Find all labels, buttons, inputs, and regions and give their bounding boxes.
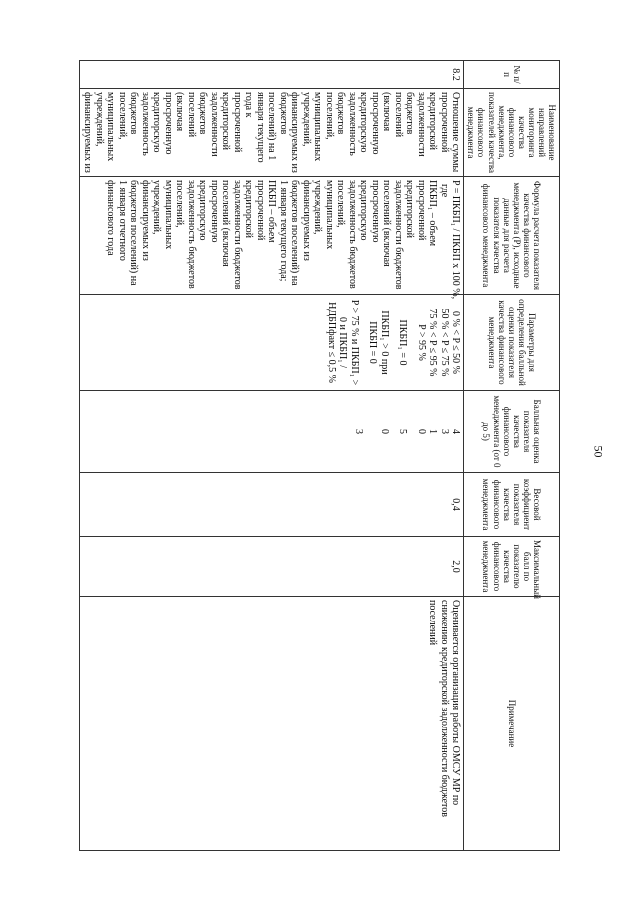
parameter-item: ПКБП₁ > 0 при ПКБП = 0 [367,310,390,375]
header-formula: Формула расчета показателя качества финансового менеджмента (P), исходные данные для расчета показателя качества финансового менеджмента [464,177,560,295]
monitoring-table [79,60,560,851]
score-item: 3 [353,429,365,434]
header-score: Балльная оценка показателя качества финансового менеджмента (от 0 до 5) [464,391,560,473]
header-parameters: Параметры для определения балльной оценки показателя качества финансового менеджмента [464,295,560,391]
score-item: 5 [397,429,409,434]
header-weight: Весовой коэффициент показателя качества финансового менеджмента [464,473,560,537]
formula-pkbp1-definition: ПКБП₁ – объем просроченной кредиторской задолженности бюджетов поселений (включая просроченную кредиторскую задолженность бюджетов поселений, муниципальных учреждений, финансируемых из бюджетов поселений) на 1 января текущего года; [277,180,439,290]
score-item: 0 [415,429,427,434]
formula-cell [79,177,464,300]
score-item: 0 [378,429,390,434]
parameter-item: P > 75 % и ПКБП₁ > 0 и ПКБП₁ / НДБПфакт ≤ 0,5 % [325,299,360,386]
indicator-name: Отношение суммы просроченной кредиторской задолженности бюджетов поселений (включая просроченную кредиторскую задолженность бюджетов поселений, муниципальных учреждений, финансируемых из бюджетов поселений) на 1 января текущего года к просроченной кредиторской задолженности бюджетов поселений (включая просроченную кредиторскую задолженность бюджетов поселений, муниципальных учреждений, финансируемых из [79,89,464,177]
rotated-table-container [82,60,560,850]
parameter-item: 50 % < P ≤ 75 % [438,308,450,377]
parameter-item: 75 % < P ≤ 95 % [427,308,439,377]
max-score-cell: 2,0 [79,537,464,597]
score-item: 1 [427,429,439,434]
header-row [464,61,560,851]
formula-where: где [438,184,450,198]
scores-cell [79,391,464,473]
note-cell: Оценивается организация работы ОМСУ МР по снижению кредиторской задолженности бюджетов поселений [79,597,464,851]
parameter-item: 0 % < P ≤ 50 % [450,311,462,374]
header-indicator-name: Наименование направлений мониторинга качества финансового менеджмента, показателей качества финансового менеджмента [464,89,560,177]
header-note: Примечание [464,597,560,851]
parameter-item: ПКБП₁ = 0 [397,319,409,366]
page-number: 50 [591,445,606,458]
table-row [79,61,464,851]
score-item: 4 [450,429,462,434]
header-max-score: Максимальный балл по показателю качества финансового менеджмента [464,537,560,597]
score-item: 3 [438,429,450,434]
header-number: № п/п [464,61,560,89]
row-number: 8.2 [79,61,464,89]
weight-cell: 0,4 [79,473,464,537]
formula-line: P = ПКБП₁ / ПКБП x 100 %, [450,180,462,300]
parameter-item: P > 95 % [415,324,427,361]
parameters-cell [79,295,464,391]
formula-pkbp-definition: ПКБП – объем просроченной кредиторской задолженности бюджетов поселений (включая просроченную кредиторскую задолженность бюджетов поселений, муниципальных учреждений, финансируемых из бюджетов поселений) на 1 января отчетного финансового года [105,180,278,290]
